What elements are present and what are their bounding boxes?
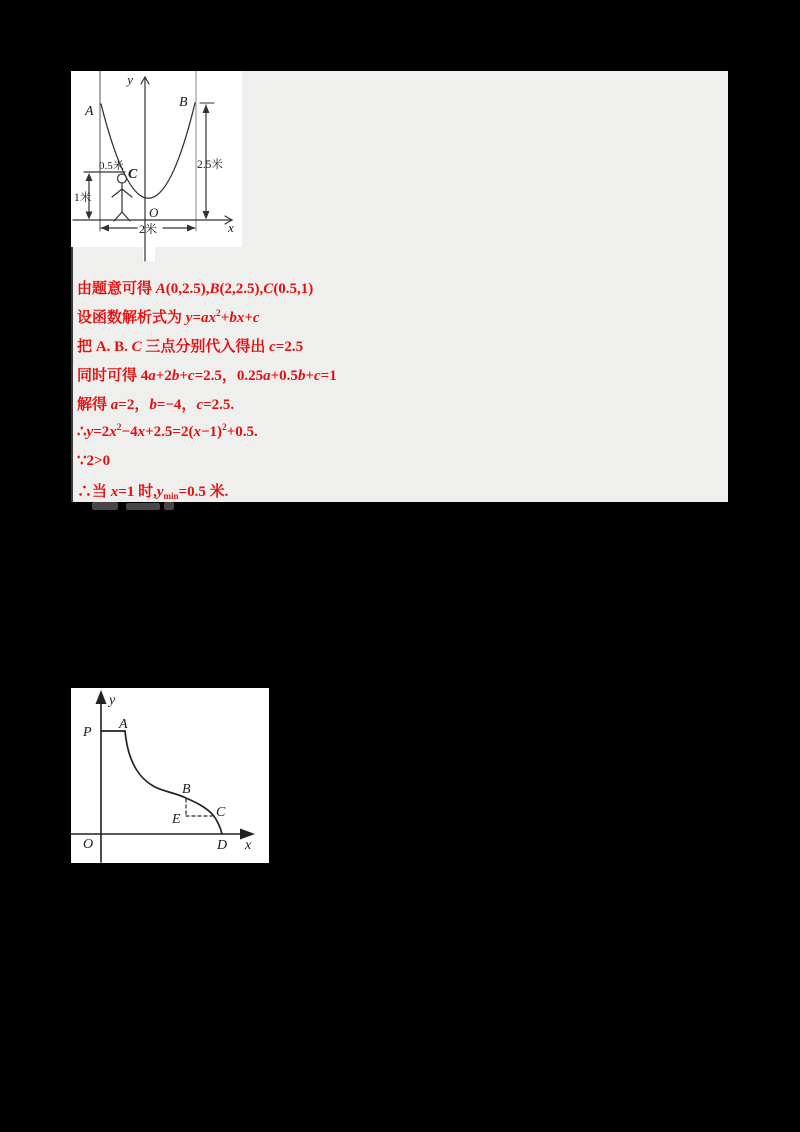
- solution-segment: a: [110, 397, 119, 413]
- solution-segment: =2: [93, 424, 110, 440]
- solution-segment: +: [179, 368, 188, 384]
- solution-segment: y: [156, 484, 164, 500]
- solution-segment: c: [196, 397, 204, 413]
- solution-segment: +2: [155, 368, 172, 384]
- solution-segment: =−4，: [156, 397, 197, 413]
- solution-segment: y: [86, 424, 94, 440]
- solution-segment: b: [171, 368, 180, 384]
- fig1-dim-05m-label: 0.5米: [99, 160, 124, 172]
- fig2-point-e-label: E: [172, 812, 181, 827]
- solution-segment: +: [244, 310, 253, 326]
- solution-segment: +0.5: [270, 368, 298, 384]
- solution-segment: 由题意可得: [77, 281, 156, 297]
- solution-segment: x: [109, 424, 117, 440]
- solution-segment: 2: [116, 423, 122, 433]
- solution-segment: bx: [229, 310, 245, 326]
- solution-segment: B: [209, 281, 220, 297]
- solution-segment: c: [252, 310, 260, 326]
- solution-segment: (0.5,1): [273, 281, 314, 297]
- solution-segment: b: [149, 397, 157, 413]
- solution-segment: +: [220, 310, 230, 326]
- solution-segment: x: [193, 424, 201, 440]
- fig1-y-label: y: [127, 72, 133, 87]
- solution-line-6: [77, 422, 258, 441]
- solution-segment: =2.5: [275, 339, 304, 355]
- fig2-point-p-label: P: [83, 725, 92, 740]
- solution-segment: =2.5.: [203, 397, 235, 413]
- solution-segment: 三点分别代入得出: [141, 339, 270, 355]
- solution-segment: y: [185, 310, 193, 326]
- solution-line-1: [77, 277, 313, 298]
- solution-segment: =1: [320, 368, 337, 384]
- solution-segment: c: [269, 339, 276, 355]
- fig1-point-a-label: A: [85, 104, 94, 119]
- fig2-point-d-label: D: [217, 838, 228, 853]
- fig2-point-b-label: B: [182, 782, 191, 797]
- solution-line-5: [77, 393, 234, 414]
- solution-segment: min: [163, 491, 179, 501]
- solution-segment: +: [305, 368, 314, 384]
- scan-artifact: [126, 503, 160, 510]
- solution-line-3: [77, 335, 303, 356]
- solution-segment: x: [110, 484, 119, 500]
- solution-segment: ∴: [77, 424, 87, 440]
- figure-parabola-arch: [71, 71, 242, 263]
- scan-artifact: [92, 502, 118, 510]
- solution-segment: −4: [121, 424, 138, 440]
- solution-panel: [71, 71, 728, 502]
- fig1-dim-1m-label: 1米: [74, 192, 92, 204]
- solution-line-4: [77, 364, 337, 385]
- fig1-dim-2m-label: 2米: [139, 222, 158, 236]
- solution-segment: ax: [201, 310, 216, 326]
- solution-segment: (0,2.5),: [165, 281, 210, 297]
- solution-segment: 2: [216, 309, 221, 319]
- solution-segment: c: [187, 368, 195, 384]
- fig1-dim-25m-label: 2.5米: [197, 159, 223, 171]
- fig1-x-label: x: [228, 220, 234, 235]
- solution-line-8: [77, 480, 228, 501]
- solution-segment: a: [148, 368, 156, 384]
- fig2-point-c-label: C: [216, 805, 226, 820]
- figure2-panel: [71, 688, 269, 863]
- fig2-y-label: y: [109, 693, 116, 708]
- solution-segment: 把 A. B.: [77, 339, 132, 355]
- solution-segment: =2.5，0.25: [194, 368, 264, 384]
- solution-segment: =2，: [118, 397, 150, 413]
- solution-line-7: [77, 451, 110, 470]
- fig2-point-a-label: A: [119, 717, 128, 732]
- fig2-x-label: x: [245, 838, 252, 853]
- solution-segment: 解得: [77, 397, 111, 413]
- solution-segment: =0.5 米.: [178, 484, 229, 500]
- solution-segment: +0.5.: [226, 424, 258, 440]
- solution-segment: C: [131, 339, 142, 355]
- solution-segment: +2.5=2(: [145, 424, 194, 440]
- solution-segment: A: [155, 281, 166, 297]
- solution-segment: a: [263, 368, 271, 384]
- solution-segment: c: [314, 368, 321, 384]
- solution-segment: ∵2>0: [77, 453, 111, 469]
- solution-segment: C: [263, 281, 274, 297]
- figure-decreasing-curve: [71, 688, 269, 863]
- solution-segment: 设函数解析式为: [77, 310, 186, 326]
- solution-segment: b: [297, 368, 306, 384]
- solution-segment: =: [192, 310, 201, 326]
- solution-segment: (2,2.5),: [219, 281, 264, 297]
- fig1-origin-label: O: [149, 205, 159, 220]
- fig1-point-c-label: C: [128, 167, 138, 182]
- solution-segment: x: [137, 424, 146, 440]
- solution-segment: 同时可得 4: [77, 368, 149, 384]
- scan-artifact: [164, 502, 174, 510]
- solution-segment: =1 时,: [118, 484, 157, 500]
- solution-segment: 2: [221, 423, 227, 433]
- fig1-point-b-label: B: [179, 95, 188, 110]
- solution-segment: ∴当: [77, 484, 111, 500]
- fig2-origin-label: O: [83, 837, 94, 852]
- solution-segment: −1): [200, 424, 222, 440]
- solution-line-2: [77, 306, 260, 327]
